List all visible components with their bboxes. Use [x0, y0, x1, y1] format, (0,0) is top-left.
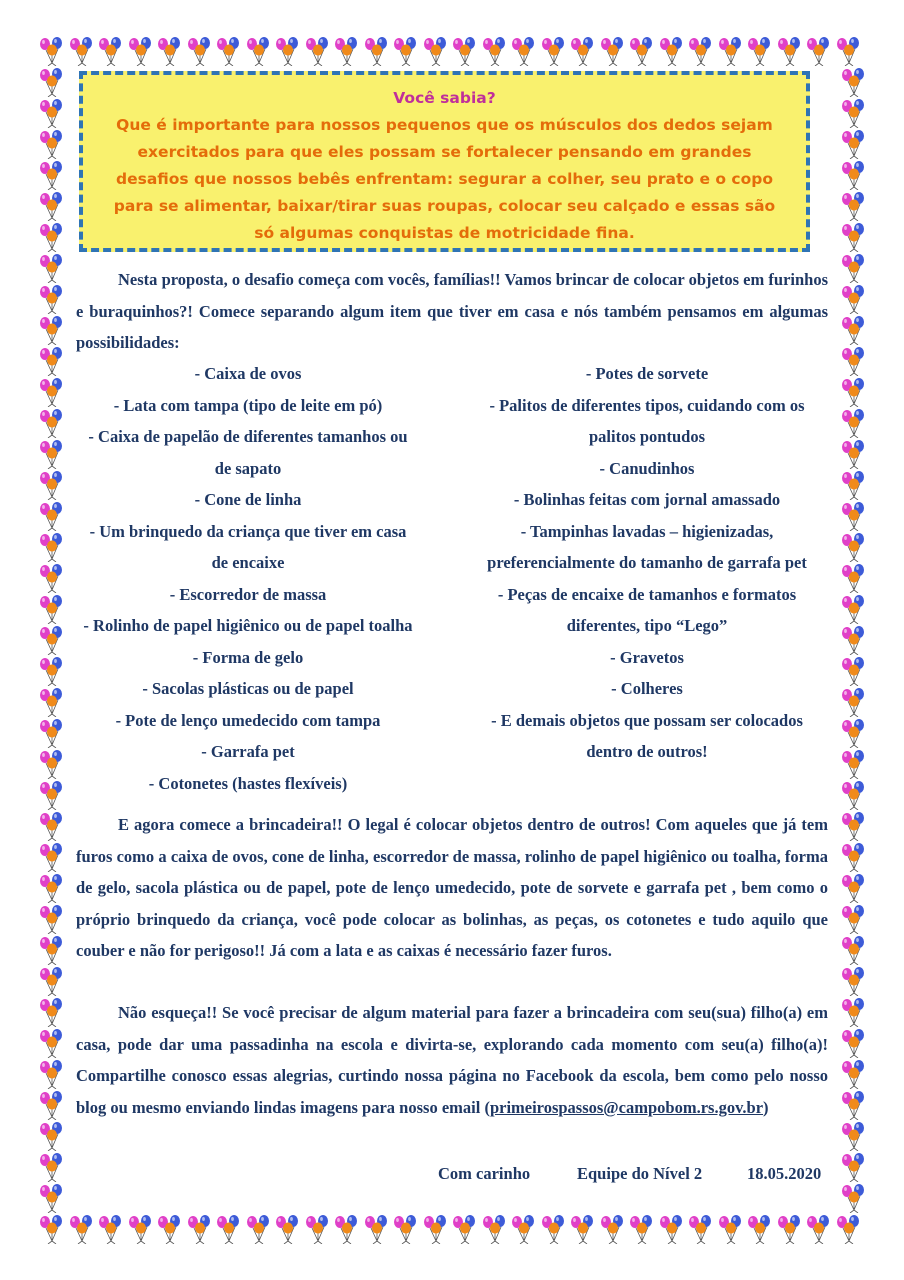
signature-team: Equipe do Nível 2 [577, 1164, 703, 1183]
balloon-icon [38, 718, 64, 748]
balloon-icon [38, 594, 64, 624]
balloon-icon [658, 1214, 684, 1244]
balloon-icon [840, 315, 866, 345]
balloon-icon [540, 36, 566, 66]
balloon-icon [569, 1214, 595, 1244]
callout-line: desafios que nossos bebês enfrentam: segurar a colher, seu prato e o copo [115, 170, 773, 188]
balloon-icon [840, 408, 866, 438]
balloon-icon [38, 253, 64, 283]
balloon-icon [304, 1214, 330, 1244]
balloon-icon [840, 1152, 866, 1182]
balloon-icon [38, 408, 64, 438]
callout-line: Que é importante para nossos pequenos que os músculos dos dedos sejam [116, 116, 773, 134]
did-you-know-callout [79, 71, 810, 252]
list-item: - Canudinhos [599, 458, 695, 478]
balloon-icon [628, 36, 654, 66]
balloon-icon [274, 36, 300, 66]
balloon-icon [156, 36, 182, 66]
balloon-icon [840, 377, 866, 407]
balloon-icon [215, 36, 241, 66]
callout-line: exercitados para que eles possam se fortalecer pensando em grandes [137, 143, 752, 161]
balloon-icon [805, 36, 831, 66]
balloon-icon [304, 36, 330, 66]
list-item: - Tampinhas lavadas – higienizadas, [520, 521, 774, 541]
balloon-icon [38, 98, 64, 128]
instructions-paragraph [76, 809, 828, 967]
balloon-icon [38, 687, 64, 717]
balloon-icon [38, 67, 64, 97]
balloon-icon [38, 811, 64, 841]
balloon-icon [840, 780, 866, 810]
list-item: - Colheres [611, 679, 683, 698]
balloon-icon [38, 842, 64, 872]
balloon-icon [840, 1183, 866, 1213]
balloon-icon [38, 501, 64, 531]
balloon-icon [746, 1214, 772, 1244]
balloon-icon [38, 966, 64, 996]
balloon-icon [840, 1059, 866, 1089]
balloon-icon [776, 36, 802, 66]
balloon-icon [186, 1214, 212, 1244]
balloon-icon [38, 315, 64, 345]
list-item: - Garrafa pet [201, 742, 295, 761]
balloon-icon [840, 67, 866, 97]
balloon-icon [127, 1214, 153, 1244]
balloon-icon [215, 1214, 241, 1244]
balloon-icon [840, 904, 866, 934]
balloon-icon [835, 36, 861, 66]
list-item: de sapato [214, 458, 282, 478]
balloon-icon [451, 1214, 477, 1244]
balloon-icon [38, 222, 64, 252]
balloon-icon [776, 1214, 802, 1244]
balloon-icon [363, 36, 389, 66]
balloon-icon [422, 1214, 448, 1244]
balloon-icon [38, 656, 64, 686]
list-item: preferencialmente do tamanho de garrafa pet [487, 553, 807, 572]
balloon-icon [38, 284, 64, 314]
callout-line: para se alimentar, baixar/tirar suas roupas, colocar seu calçado e essas são [113, 197, 776, 215]
materials-list-right [462, 358, 832, 768]
balloon-icon [186, 36, 212, 66]
signature-line [438, 1158, 830, 1188]
balloon-icon [68, 1214, 94, 1244]
list-item: - Forma de gelo [192, 647, 304, 667]
list-item: - Sacolas plásticas ou de papel [142, 679, 354, 698]
balloon-icon [156, 1214, 182, 1244]
balloon-icon [840, 501, 866, 531]
list-item: - Gravetos [610, 647, 684, 667]
list-item: - Cotonetes (hastes flexíveis) [148, 773, 348, 793]
balloon-icon [38, 160, 64, 190]
balloon-icon [333, 36, 359, 66]
balloon-icon [840, 687, 866, 717]
balloon-icon [840, 842, 866, 872]
balloon-icon [38, 997, 64, 1027]
balloon-icon [840, 997, 866, 1027]
balloon-icon [451, 36, 477, 66]
balloon-icon [717, 1214, 743, 1244]
email-link[interactable]: primeirospassos@campobom.rs.gov.br [489, 1097, 764, 1117]
balloon-icon [840, 160, 866, 190]
list-item: - Bolinhas feitas com jornal amassado [513, 490, 781, 509]
balloon-icon [840, 1090, 866, 1120]
list-item: - Caixa de papelão de diferentes tamanhos ou [88, 427, 408, 446]
balloon-icon [38, 935, 64, 965]
list-item: - Escorredor de massa [169, 584, 327, 604]
balloon-icon [38, 904, 64, 934]
balloon-icon [38, 1121, 64, 1151]
contact-text: Não esqueça!! Se você precisar de algum material para fazer a brincadeira com seu(sua) filho(a) em casa, pode dar uma passadinha na escola e divirta-se, explorando cada momento com seu(a) filho(a)! Compartilhe conosco essas alegrias, curtindo nossa página no Facebook da escola, bem como pelo nosso blog ou mesmo enviando lindas imagens para nosso email [76, 1003, 828, 1117]
callout-line: só algumas conquistas de motricidade fina. [254, 224, 635, 242]
balloon-icon [38, 36, 64, 66]
balloon-icon [481, 1214, 507, 1244]
balloon-icon [840, 1028, 866, 1058]
balloon-icon [599, 1214, 625, 1244]
balloon-icon [38, 191, 64, 221]
balloon-icon [363, 1214, 389, 1244]
balloon-icon [68, 36, 94, 66]
balloon-icon [840, 935, 866, 965]
balloon-icon [840, 532, 866, 562]
balloon-icon [38, 1059, 64, 1089]
balloon-icon [840, 253, 866, 283]
balloon-icon [38, 377, 64, 407]
balloon-icon [805, 1214, 831, 1244]
balloon-icon [840, 470, 866, 500]
balloon-icon [38, 749, 64, 779]
balloon-icon [569, 36, 595, 66]
balloon-icon [840, 625, 866, 655]
list-item: - Pote de lenço umedecido com tampa [115, 710, 381, 730]
balloon-icon [687, 36, 713, 66]
balloon-icon [840, 284, 866, 314]
balloon-icon [38, 1028, 64, 1058]
list-item: - Potes de sorvete [585, 364, 709, 383]
balloon-icon [840, 222, 866, 252]
balloon-icon [510, 36, 536, 66]
balloon-icon [422, 36, 448, 66]
balloon-icon [840, 966, 866, 996]
list-item: - Palitos de diferentes tipos, cuidando com os [489, 395, 805, 415]
balloon-icon [97, 1214, 123, 1244]
balloon-icon [840, 346, 866, 376]
balloon-icon [38, 346, 64, 376]
contact-paragraph: Não esqueça!! Se você precisar de algum material para fazer a brincadeira com seu(sua) filho(a) em casa, pode dar uma passadinha na escola e divirta-se, explorando cada momento com seu(a) filho(a)! Compartilhe conosco essas alegrias, curtindo nossa página no Facebook da escola, bem como pelo nosso blog ou mesmo enviando lindas imagens para nosso email (primeirospassos@campobom.rs.gov.br) [76, 1003, 828, 1117]
balloon-icon [481, 36, 507, 66]
balloon-icon [840, 191, 866, 221]
balloon-icon [38, 532, 64, 562]
balloon-icon [840, 749, 866, 779]
intro-paragraph [76, 264, 828, 359]
balloon-icon [687, 1214, 713, 1244]
balloon-icon [746, 36, 772, 66]
balloon-icon [510, 1214, 536, 1244]
balloon-icon [333, 1214, 359, 1244]
balloon-icon [38, 780, 64, 810]
balloon-icon [835, 1214, 861, 1244]
balloon-icon [840, 129, 866, 159]
intro-text: Nesta proposta, o desafio começa com vocês, famílias!! Vamos brincar de colocar objetos em furinhos e buraquinhos?! Comece separando algum item que tiver em casa e nós também pensamos em algumas possibilidades: [76, 270, 828, 352]
balloon-icon [540, 1214, 566, 1244]
balloon-icon [392, 36, 418, 66]
balloon-icon [38, 1183, 64, 1213]
balloon-icon [38, 1152, 64, 1182]
balloon-icon [38, 1214, 64, 1244]
balloon-icon [38, 563, 64, 593]
balloon-icon [38, 470, 64, 500]
balloon-icon [38, 873, 64, 903]
list-item: - E demais objetos que possam ser colocados [491, 710, 803, 730]
balloon-icon [38, 625, 64, 655]
materials-list-left [63, 358, 433, 799]
balloon-icon [840, 873, 866, 903]
list-item: - Caixa de ovos [194, 364, 302, 383]
balloon-icon [274, 1214, 300, 1244]
instructions-text: E agora comece a brincadeira!! O legal é colocar objetos dentro de outros! Com aqueles que já tem furos como a caixa de ovos, cone de linha, escorredor de massa, rolinho de papel higiênico ou toalha, forma de gelo, sacola plástica ou de papel, pote de lenço umedecido, pote de sorvete e garrafa pet , bem como o próprio brinquedo da criança, você pode colocar as bolinhas, as peças, os cotonetes e tudo aquilo que couber e não for perigoso!! Já com a lata e as caixas é necessário fazer furos. [76, 815, 828, 960]
balloon-icon [840, 718, 866, 748]
list-item: - Rolinho de papel higiênico ou de papel toalha [83, 616, 413, 635]
balloon-icon [628, 1214, 654, 1244]
balloon-icon [658, 36, 684, 66]
balloon-icon [38, 439, 64, 469]
list-item: - Um brinquedo da criança que tiver em casa [89, 521, 407, 541]
balloon-icon [840, 98, 866, 128]
balloon-icon [127, 36, 153, 66]
list-item: diferentes, tipo “Lego” [566, 616, 728, 635]
list-item: - Lata com tampa (tipo de leite em pó) [113, 395, 383, 415]
balloon-icon [245, 1214, 271, 1244]
balloon-icon [599, 36, 625, 66]
balloon-icon [840, 563, 866, 593]
balloon-icon [717, 36, 743, 66]
callout-title: Você sabia? [393, 89, 496, 107]
balloon-icon [840, 656, 866, 686]
signature-date: 18.05.2020 [747, 1164, 822, 1183]
balloon-icon [38, 129, 64, 159]
balloon-icon [245, 36, 271, 66]
balloon-icon [840, 811, 866, 841]
list-item: palitos pontudos [588, 427, 705, 446]
balloon-icon [840, 594, 866, 624]
list-item: de encaixe [211, 553, 285, 572]
balloon-icon [38, 1090, 64, 1120]
balloon-icon [840, 1121, 866, 1151]
list-item: - Cone de linha [194, 490, 302, 509]
list-item: - Peças de encaixe de tamanhos e formatos [497, 584, 797, 604]
balloon-icon [840, 439, 866, 469]
signature-greeting: Com carinho [438, 1164, 531, 1183]
list-item: dentro de outros! [586, 742, 708, 761]
balloon-icon [392, 1214, 418, 1244]
balloon-icon [97, 36, 123, 66]
